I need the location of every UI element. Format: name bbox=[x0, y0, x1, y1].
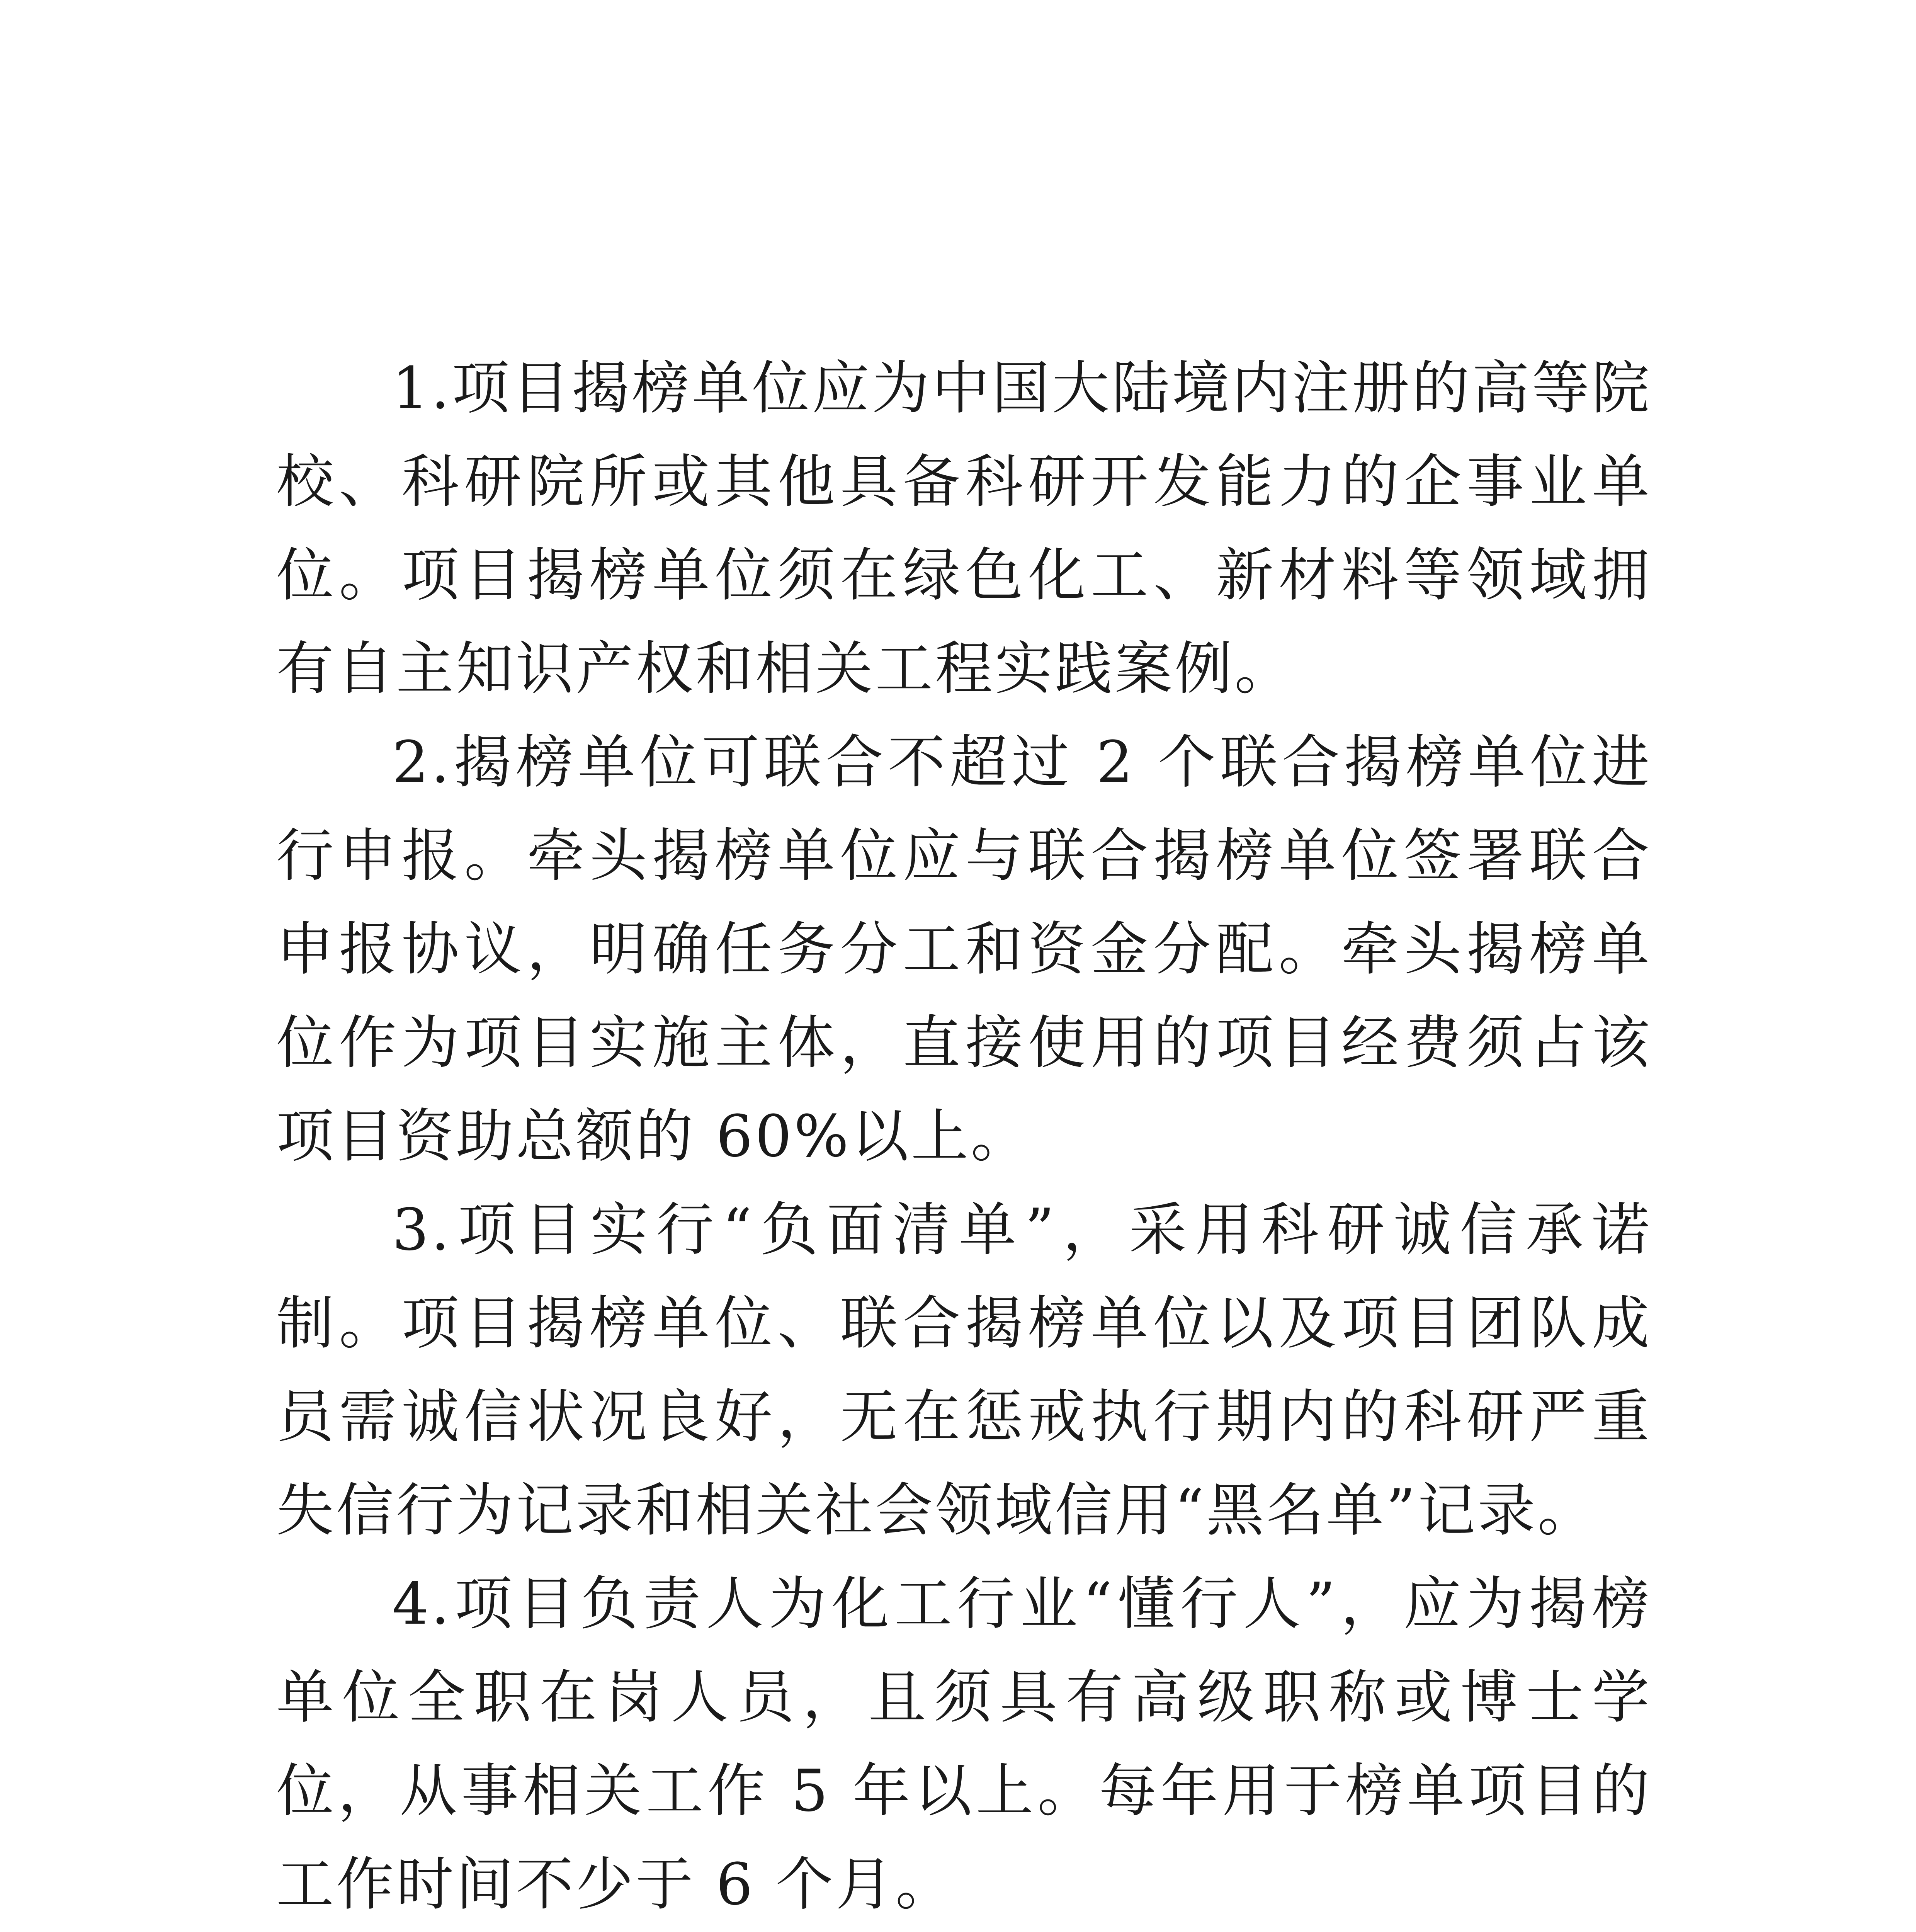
paragraph-2: 2.揭榜单位可联合不超过 2 个联合揭榜单位进行申报。牵头揭榜单位应与联合揭榜单位签署联合申报协议，明确任务分工和资金分配。牵头揭榜单位作为项目实施主体，直接使用的项目经费须占该项目资助总额的 60%以上。 bbox=[276, 729, 1652, 1170]
paragraph-1: 1.项目揭榜单位应为中国大陆境内注册的高等院校、科研院所或其他具备科研开发能力的企事业单位。项目揭榜单位须在绿色化工、新材料等领域拥有自主知识产权和相关工程实践案例。 bbox=[276, 355, 1652, 702]
paragraph-3: 3.项目实行“负面清单”，采用科研诚信承诺制。项目揭榜单位、联合揭榜单位以及项目团队成员需诚信状况良好，无在惩戒执行期内的科研严重失信行为记录和相关社会领域信用“黑名单”记录。 bbox=[276, 1197, 1652, 1544]
paragraph-4: 4.项目负责人为化工行业“懂行人”，应为揭榜单位全职在岗人员，且须具有高级职称或博士学位，从事相关工作 5 年以上。每年用于榜单项目的工作时间不少于 6 个月。 bbox=[276, 1571, 1652, 1918]
document-body bbox=[276, 342, 1652, 1932]
